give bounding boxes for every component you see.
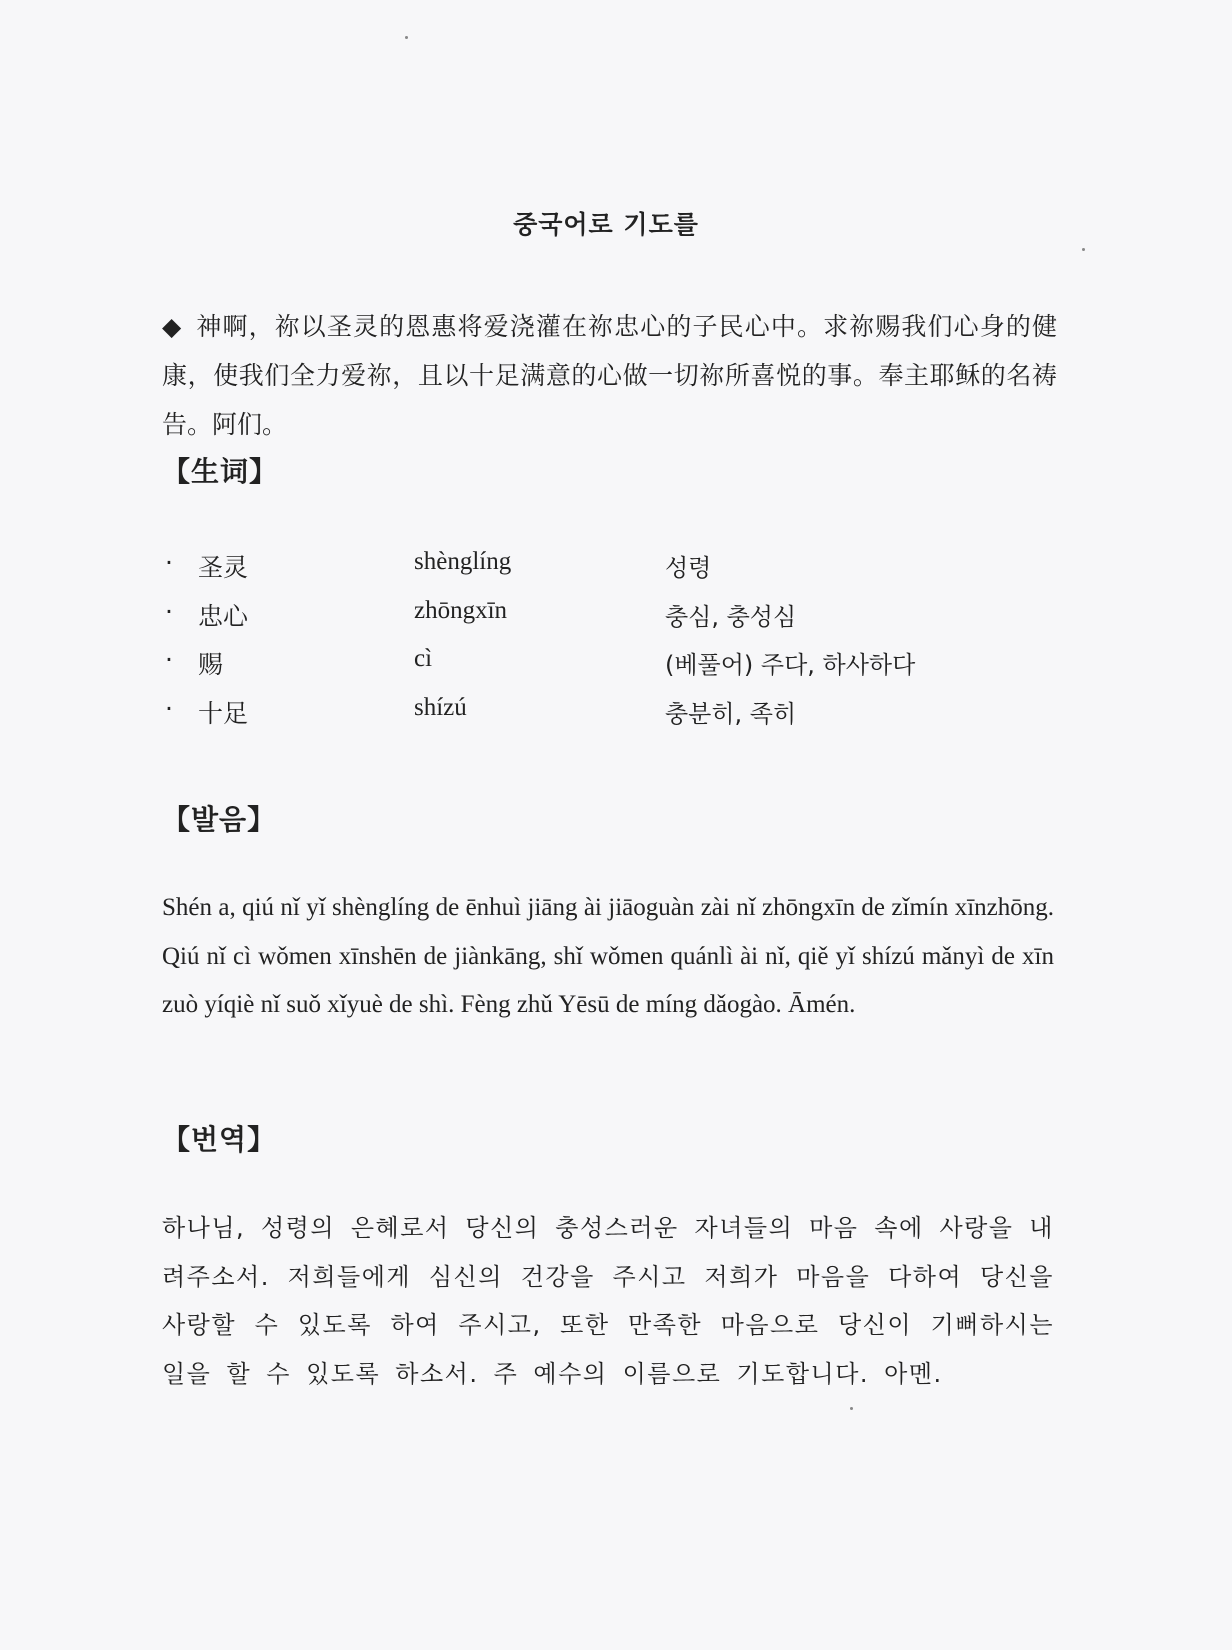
- scan-speck: [1082, 248, 1085, 251]
- scan-speck: [405, 36, 408, 39]
- vocab-list: [162, 548, 1057, 742]
- vocab-word: 忠心: [198, 601, 249, 631]
- vocab-word: 圣灵: [198, 553, 249, 582]
- vocab-item: [162, 548, 1057, 597]
- vocab-item: [162, 694, 1057, 743]
- page-title: 중국어로 기도를: [513, 210, 699, 239]
- translation-paragraph: 하나님, 성령의 은혜로서 당신의 충성스러운 자녀들의 마음 속에 사랑을 내려주소서. 저희들에게 심신의 건강을 주시고 저희가 마음을 다하여 당신을 사랑할 수 있도록 하여 주시고, 또한 만족한 마음으로 당신이 기뻐하시는 일을 할 수 있도록 하소서. 주 예수의 이름으로 기도합니다. 아멘.: [162, 1214, 1054, 1388]
- bullet-dot-icon: ·: [165, 645, 173, 674]
- bullet-dot-icon: ·: [165, 548, 173, 577]
- vocab-item: [162, 597, 1057, 646]
- vocab-pinyin: cì: [414, 645, 433, 672]
- diamond-bullet-icon: ◆: [162, 312, 182, 341]
- vocab-pinyin: shènglíng: [414, 548, 512, 575]
- vocab-meaning: 충분히, 족히: [665, 699, 797, 728]
- chinese-prayer: [162, 302, 1057, 449]
- bullet-dot-icon: ·: [165, 596, 173, 626]
- vocab-heading: 【生词】: [162, 455, 279, 488]
- translation-heading: 【번역】: [162, 1123, 277, 1156]
- scan-speck: [850, 1407, 853, 1410]
- vocab-word: 赐: [198, 650, 224, 679]
- chinese-prayer-text: 神啊，祢以圣灵的恩惠将爱浇灌在祢忠心的子民心中。求祢赐我们心身的健康，使我们全力爱祢，且以十足满意的心做一切祢所喜悦的事。奉主耶稣的名祷告。阿们。: [162, 312, 1057, 439]
- vocab-word: 十足: [198, 698, 249, 728]
- bullet-dot-icon: ·: [165, 693, 173, 723]
- vocab-meaning: (베풀어) 주다, 하사하다: [665, 651, 916, 679]
- vocab-meaning: 충심, 충성심: [665, 602, 797, 631]
- pronunciation-paragraph: Shén a, qiú nǐ yǐ shènglíng de ēnhuì jiāng ài jiāoguàn zài nǐ zhōngxīn de zǐmín xīnzhōng. Qiú nǐ cì wǒmen xīnshēn de jiànkāng, shǐ wǒmen quánlì ài nǐ, qiě yǐ shízú mǎnyì de xīn zuò yíqiè nǐ suǒ xǐyuè de shì. Fèng zhǔ Yēsū de míng dǎogào. Āmén.: [162, 894, 1054, 1018]
- vocab-pinyin: zhōngxīn: [414, 596, 508, 624]
- vocab-item: [162, 645, 1057, 694]
- vocab-pinyin: shízú: [414, 693, 467, 721]
- pronunciation-heading: 【발음】: [162, 803, 277, 836]
- vocab-meaning: 성령: [665, 554, 712, 582]
